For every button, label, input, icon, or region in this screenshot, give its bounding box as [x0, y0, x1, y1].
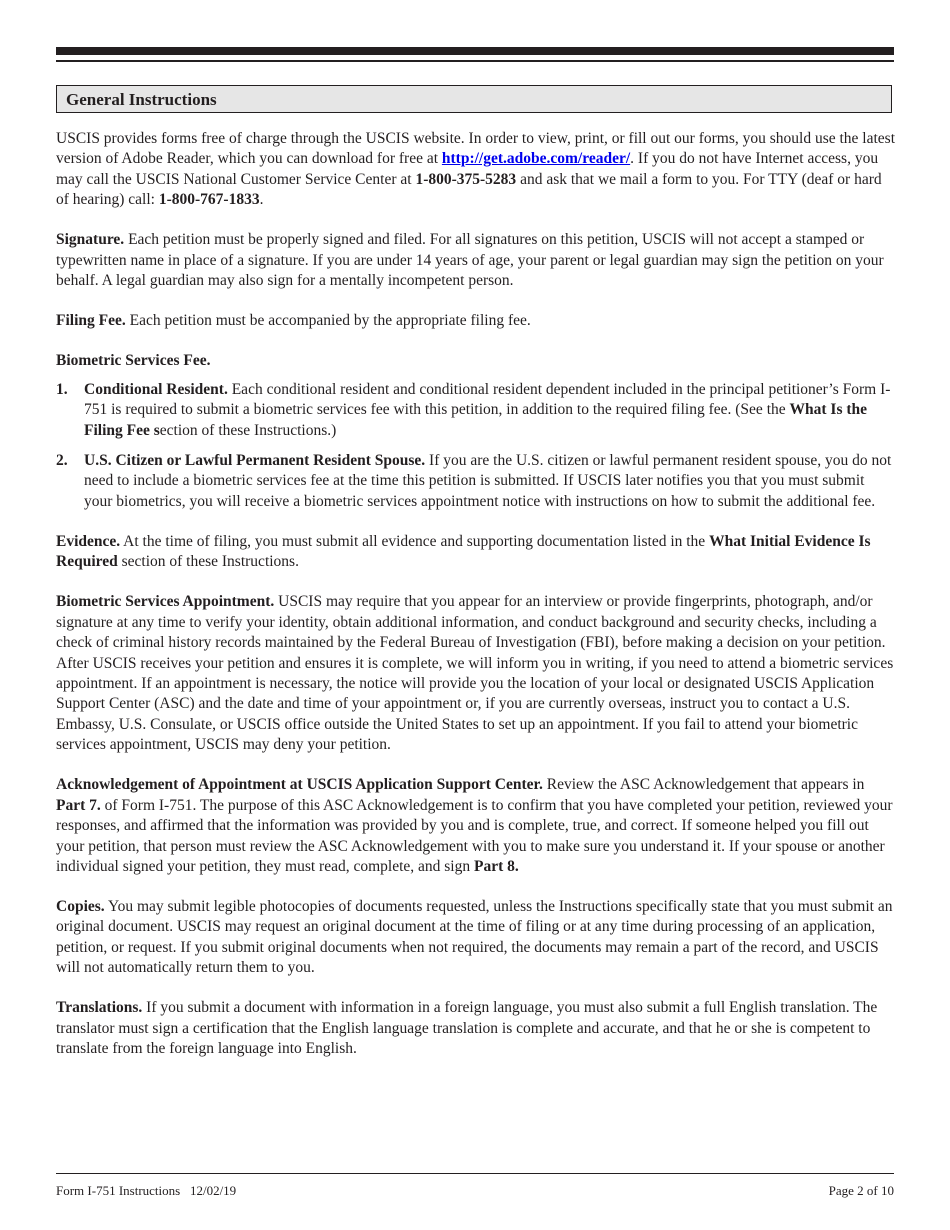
- page-number: Page 2 of 10: [828, 1183, 894, 1198]
- list-item: [56, 380, 896, 441]
- biometric-fee-heading-paragraph: [56, 351, 896, 371]
- intro-text: USCIS provides forms free of charge through the USCIS website. In order to view, print, or fill out our forms, you should use the latest version of Adobe Reader, which you can download for free at: [56, 130, 896, 168]
- biometric-appointment-text: USCIS may require that you appear for an interview or provide fingerprints, photograph, and/or signature at any time to verify your identity, obtain additional information, and conduct background and security checks, including a check of criminal history records maintained by the Federal Bureau of Investigation (FBI), before making a decision on your petition. After USCIS receives your petition and ensures it is complete, we will inform you in writing, if you need to attend a biometric services appointment. If an appointment is necessary, the notice will provide you the location of your local or designated USCIS Application Support Center (ASC) and the date and time of your appointment or, if you are currently overseas, instruct you to contact a U.S. Embassy, U.S. Consulate, or USCIS office outside the United States to set up an appointment. If you fail to attend your biometric services appointment, USCIS may deny your petition.: [56, 593, 894, 754]
- list-item: [56, 451, 896, 512]
- section-header: [56, 85, 892, 113]
- acknowledgement-heading: Acknowledgement of Appointment at USCIS Application Support Center.: [56, 776, 543, 794]
- evidence-heading: Evidence.: [56, 532, 121, 550]
- customer-service-phone: 1-800-375-5283: [415, 170, 517, 188]
- intro-text: . If you do not have Internet access, you may call the USCIS National Customer Service Center at: [56, 150, 879, 188]
- list-item-title: Conditional Resident.: [84, 380, 228, 398]
- evidence-text: At the time of filing, you must submit all evidence and supporting documentation listed in the: [120, 532, 710, 550]
- acknowledgement-paragraph: [56, 775, 896, 877]
- list-number: 1.: [56, 380, 68, 398]
- signature-heading: Signature.: [56, 231, 125, 249]
- filing-fee-paragraph: [56, 311, 896, 331]
- adobe-reader-link[interactable]: http://get.adobe.com/reader/: [441, 150, 631, 168]
- top-thin-rule: [56, 60, 894, 62]
- translations-paragraph: [56, 998, 896, 1059]
- part-8-ref: Part 8.: [474, 857, 519, 875]
- translations-text: If you submit a document with information in a foreign language, you must also submit a full English translation. The translator must sign a certification that the English language translation is complete and accurate, and that he or she is competent to translate from the foreign language into English.: [56, 999, 878, 1058]
- list-item-text: ection of these Instructions.): [159, 421, 337, 439]
- biometric-appointment-heading: Biometric Services Appointment.: [56, 593, 275, 611]
- list-item-text: If you are the U.S. citizen or lawful permanent resident spouse, you do not need to include a biometric services fee at the time this petition is submitted. If USCIS later notifies you that you must submit your biometrics, you will receive a biometric services appointment notice with instructions on how to submit the additional fee.: [84, 451, 892, 510]
- footer-rule: [56, 1173, 894, 1174]
- tty-phone: 1-800-767-1833: [158, 191, 260, 209]
- signature-text: Each petition must be properly signed and filed. For all signatures on this petition, USCIS will not accept a stamped or typewritten name in place of a signature. If you are under 14 years of age, your parent or legal guardian may sign the petition on your behalf. A legal guardian may also sign for a mentally incompetent person.: [56, 231, 884, 290]
- evidence-paragraph: [56, 532, 896, 573]
- section-title: General Instructions: [66, 90, 217, 109]
- evidence-text: section of these Instructions.: [117, 553, 299, 571]
- filing-fee-section-ref: What Is the Filing Fee s: [84, 401, 868, 439]
- filing-fee-text: Each petition must be accompanied by the appropriate filing fee.: [125, 312, 531, 330]
- intro-text: .: [259, 191, 264, 209]
- form-edition-label: Form I-751 Instructions 12/02/19: [56, 1183, 237, 1198]
- biometric-fee-heading: Biometric Services Fee.: [56, 352, 211, 370]
- list-item-title: U.S. Citizen or Lawful Permanent Resident Spouse.: [84, 451, 426, 469]
- acknowledgement-text: of Form I-751. The purpose of this ASC Acknowledgement is to confirm that you have completed your petition, reviewed your responses, and affirmed that the information was provided by you and is complete, true, and correct. If someone helped you fill out your petition, that person must review the ASC Acknowledgement with you to make sure you understand it. If your spouse or another individual signed your petition, they must read, complete, and sign: [56, 796, 893, 875]
- copies-heading: Copies.: [56, 898, 105, 915]
- part-7-ref: Part 7.: [56, 796, 101, 814]
- intro-paragraph: [56, 129, 896, 211]
- intro-text: and ask that we mail a form to you. For TTY (deaf or hard of hearing) call:: [56, 170, 882, 209]
- document-body: [56, 129, 896, 1079]
- list-number: 2.: [56, 451, 68, 469]
- list-item-text: Each conditional resident and conditional resident dependent included in the principal petitioner’s Form I-751 is required to submit a biometric services fee with this petition, in addition to the required filing fee. (See the: [84, 380, 891, 419]
- top-thick-rule: [56, 47, 894, 55]
- copies-paragraph: [56, 897, 896, 979]
- filing-fee-heading: Filing Fee.: [56, 312, 126, 330]
- translations-heading: Translations.: [56, 999, 143, 1017]
- copies-text: You may submit legible photocopies of documents requested, unless the Instructions specifically state that you must submit an original document. USCIS may request an original document at the time of filing or at any time during processing of an application, petition, or request. If you submit original documents when not required, the documents may remain a part of the record, and USCIS will not automatically return them to you.: [56, 898, 893, 977]
- initial-evidence-section-ref: What Initial Evidence Is Required: [56, 532, 871, 571]
- signature-paragraph: [56, 230, 896, 291]
- biometric-appointment-paragraph: [56, 592, 896, 755]
- acknowledgement-text: Review the ASC Acknowledgement that appears in: [542, 776, 865, 794]
